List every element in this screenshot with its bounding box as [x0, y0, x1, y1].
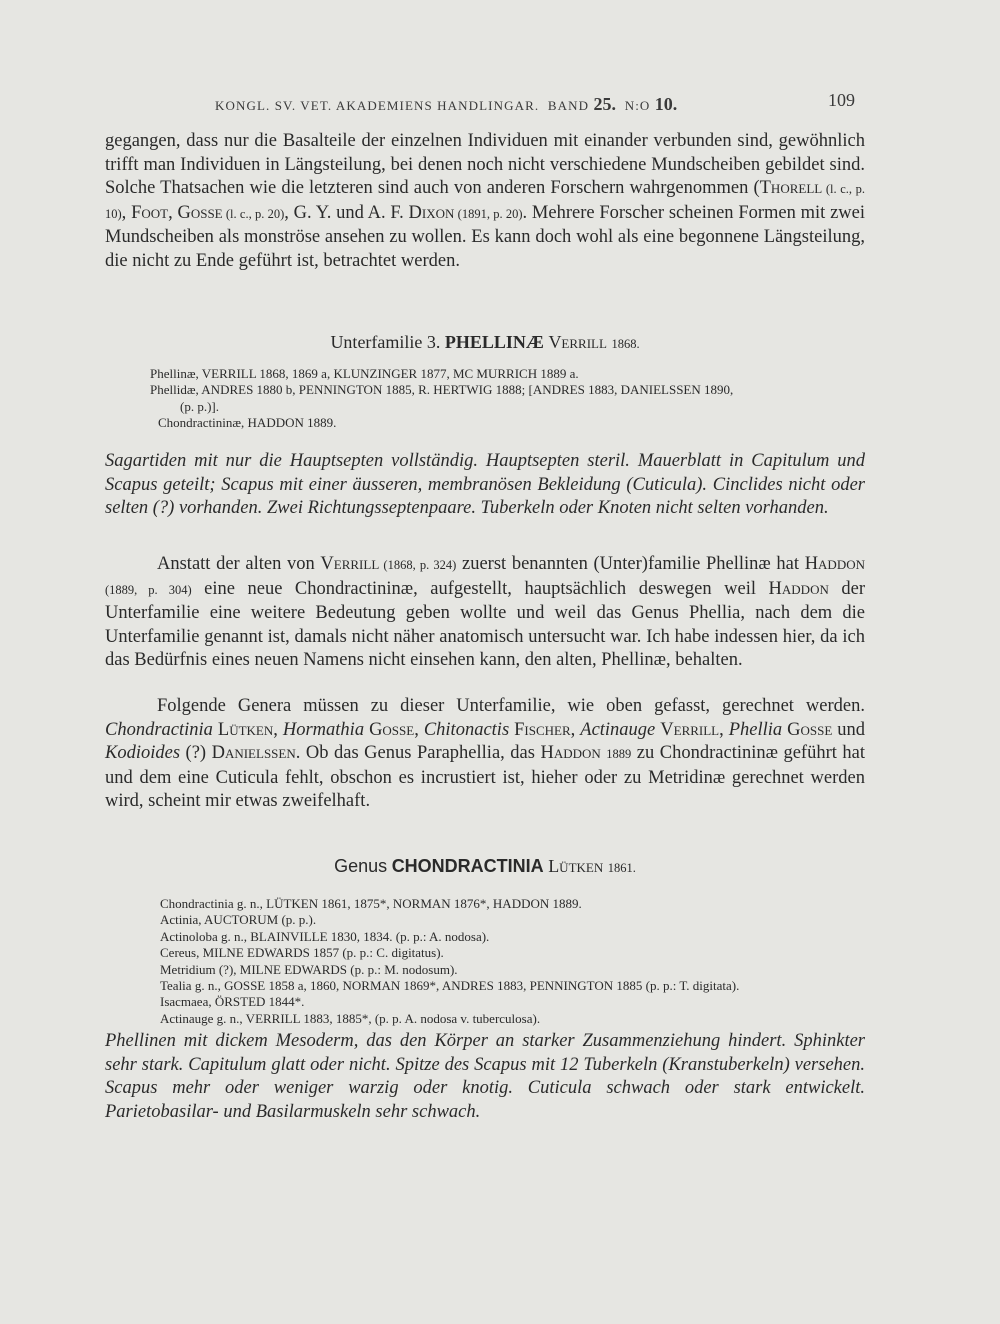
citation: 1889	[606, 747, 632, 762]
band-label: BAND	[547, 98, 590, 113]
text-run: . Mehrere Forscher scheinen Formen mit zwei Mundscheiben als monströse ansehen zu wollen. Es kann doch wohl als eine begonnene Längsteilung, die nicht zu Ende geführt ist, betrachtet werden.	[105, 202, 865, 271]
text-run: eine neue Chondractininæ, aufgestellt, hauptsächlich deswegen weil	[191, 578, 769, 599]
author-name: Haddon	[768, 578, 829, 599]
synonym-line: Metridium (?), MILNE EDWARDS (p. p.: M. nodosum).	[160, 961, 458, 977]
synonym-line: Tealia g. n., GOSSE 1858 a, 1860, NORMAN 1869*, ANDRES 1883, PENNINGTON 1885 (p. p.: T. digitata).	[160, 978, 740, 994]
genus-name: Chondractinia	[105, 719, 213, 740]
page-number: 109	[828, 90, 855, 110]
synonym-line: Phellidæ, ANDRES 1880 b, PENNINGTON 1885, R. HERTWIG 1888; [ANDRES 1883, DANIELSSEN 1890,	[150, 382, 734, 398]
genus-author: Lütken	[548, 856, 604, 876]
text-run: gegangen, dass nur die Basalteile der einzelnen Individuen mit einander verbunden sind, gewöhnlich trifft man Individuen in Längsteilung, bei denen noch nicht verschiedene Mundscheiben gebildet sind. Solche Thatsachen wie die letzteren sind auch von anderen Forschern wahrgenommen (	[105, 131, 865, 199]
number-value: 10.	[654, 94, 678, 114]
genus-year: 1861.	[607, 861, 636, 875]
genus-name: Chitonactis	[423, 719, 510, 740]
band-number: 25.	[593, 94, 617, 114]
synonym-line: (p. p.)].	[180, 398, 219, 414]
subfamily-synonym-list	[150, 366, 870, 432]
subfamily-name: PHELLINÆ	[444, 332, 544, 352]
synonym-line: Chondractinia g. n., LÜTKEN 1861, 1875*, NORMAN 1876*, HADDON 1889.	[160, 896, 582, 911]
discussion-paragraph-2	[105, 695, 865, 814]
citation: (1889, p. 304)	[105, 582, 192, 597]
text-run: zu Chondractininæ geführt hat und dem eine Cuticula fehlt, obschon es incrustiert ist, hieher oder zu Metridinæ gerechnet werden wird, scheint mir etwas zweifelhaft.	[105, 743, 866, 812]
subfamily-author: Verrill	[548, 332, 607, 352]
number-label: N:O	[624, 98, 651, 113]
citation: (l. c., p. 10)	[105, 182, 865, 221]
running-title: KONGL. SV. VET. AKADEMIENS HANDLINGAR.	[215, 98, 540, 113]
synonym-line: Actinia, AUCTORUM (p. p.).	[160, 912, 317, 928]
subfamily-heading	[105, 332, 865, 353]
genus-heading	[105, 856, 865, 877]
running-header	[215, 90, 855, 115]
synonym-line: Chondractininæ, HADDON 1889.	[158, 415, 337, 431]
text-run: ,	[168, 202, 178, 223]
author-name: Verrill	[660, 719, 720, 740]
author-name: Gosse	[787, 719, 833, 740]
text-run: , G. Y. und A. F.	[284, 202, 409, 223]
text-run: ,	[570, 719, 581, 740]
text-run: . Ob das Genus Paraphellia, das	[295, 743, 541, 764]
author-name: Danielssen	[211, 743, 296, 764]
text-run: der Unterfamilie eine weitere Bedeutung geben wollte und weil das Genus Phellia, nach dem die Unterfamilie genannt ist, damals nicht näher anatomisch untersucht war. Ich habe indessen hier, da ich das Bedürfnis eines neuen Namens nicht einsehen kann, den alten, Phellinæ, behalten.	[105, 578, 866, 671]
genus-name: Actinauge	[580, 719, 656, 740]
synonym-line: Phellinæ, VERRILL 1868, 1869 a, KLUNZINGER 1877, MC MURRICH 1889 a.	[150, 366, 579, 381]
text-run: zuerst benannten (Unter)familie Phellinæ hat	[456, 554, 805, 574]
author-name: Lütken	[217, 719, 274, 740]
text-run: Folgende Genera müssen zu dieser Unterfamilie, wie oben gefasst, gerechnet werden.	[157, 696, 865, 716]
author-name: Gosse	[369, 719, 415, 740]
citation: (1868, p. 324)	[379, 558, 457, 572]
synonym-line: Cereus, MILNE EDWARDS 1857 (p. p.: C. digitatus).	[160, 945, 444, 961]
genus-diagnosis: Phellinen mit dickem Mesoderm, das den Körper an starker Zusammenziehung hindert. Sphinkter sehr stark. Capitulum glatt oder nicht. Spitze des Scapus mit 12 Tuberkeln (Kranstuberkeln) versehen. Scapus mehr oder weniger warzig oder knotig. Cuticula schwach oder stark entwickelt. Parietobasilar- und Basilarmuskeln sehr schwach.	[105, 1031, 865, 1122]
intro-paragraph	[105, 130, 865, 274]
author-name: Gosse	[177, 202, 223, 223]
author-name: Dixon	[408, 202, 455, 223]
text-run: ,	[121, 202, 132, 223]
genus-name: CHONDRACTINIA	[391, 856, 544, 876]
author-name: Haddon	[540, 743, 601, 764]
author-name: Fischer	[514, 719, 571, 740]
text-run: ,	[719, 719, 729, 740]
author-name: Thorell	[759, 178, 823, 199]
text-run: (?)	[180, 743, 212, 764]
text-run: und	[832, 719, 866, 740]
text-run: Anstatt der alten von	[157, 554, 321, 574]
author-name: Foot	[131, 202, 169, 223]
genus-prefix: Genus	[334, 856, 388, 876]
subfamily-diagnosis: Sagartiden mit nur die Hauptsepten vollständig. Hauptsepten steril. Mauerblatt in Capitulum und Scapus geteilt; Scapus mit einer äusseren, membranösen Bekleidung (Cuticula). Cinclides nicht oder selten (?) vorhanden. Zwei Richtungsseptenpaare. Tuberkeln oder Knoten nicht selten vorhanden.	[105, 451, 865, 519]
genus-name: Hormathia	[282, 719, 365, 740]
citation: (l. c., p. 20)	[222, 206, 285, 221]
synonym-line: Isacmaea, ÖRSTED 1844*.	[160, 994, 305, 1010]
genus-name: Kodioides	[105, 743, 181, 764]
discussion-paragraph-1	[105, 553, 865, 673]
text-run: ,	[414, 719, 424, 740]
genus-synonym-list	[160, 896, 880, 1027]
synonym-line: Actinauge g. n., VERRILL 1883, 1885*, (p. p. A. nodosa v. tuberculosa).	[160, 1010, 541, 1026]
citation: (1891, p. 20)	[454, 206, 523, 221]
subfamily-prefix: Unterfamilie 3.	[330, 332, 441, 352]
synonym-line: Actinoloba g. n., BLAINVILLE 1830, 1834. (p. p.: A. nodosa).	[160, 928, 490, 944]
genus-name: Phellia	[728, 719, 783, 740]
author-name: Haddon	[804, 554, 865, 574]
subfamily-year: 1868.	[611, 337, 640, 351]
text-run: ,	[273, 719, 283, 740]
author-name: Verrill	[320, 554, 380, 574]
